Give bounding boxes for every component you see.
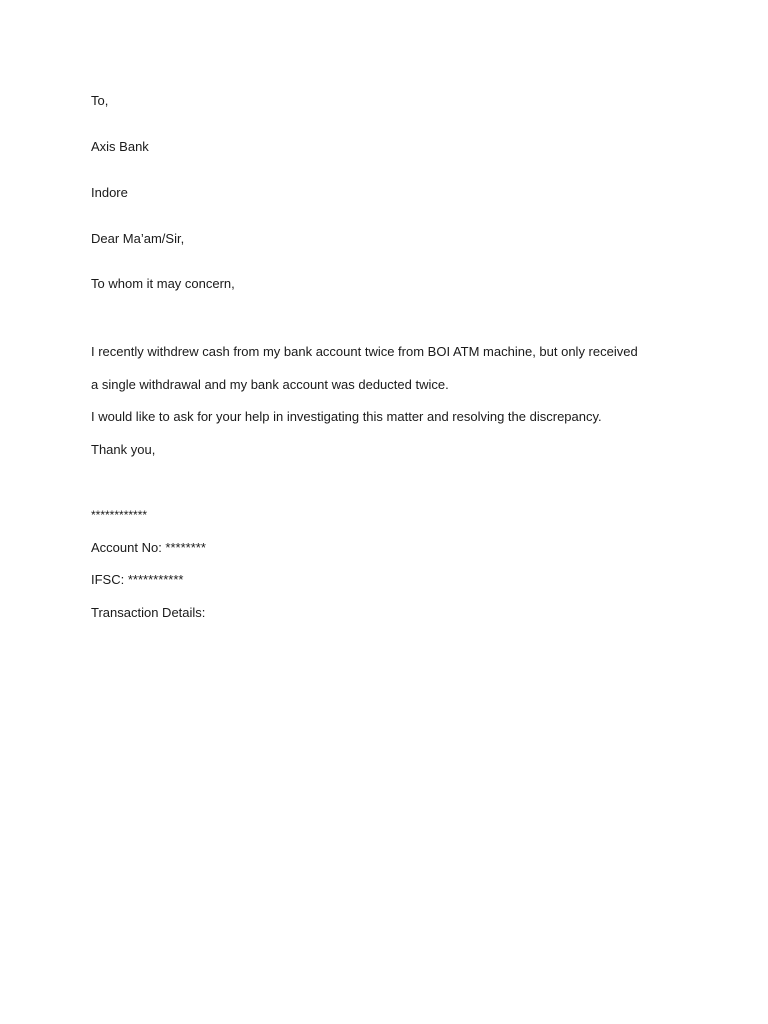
- opening-line: To whom it may concern,: [91, 276, 235, 291]
- salutation-to: To,: [91, 93, 109, 108]
- closing: Thank you,: [91, 442, 156, 457]
- body-line-1: I recently withdrew cash from my bank account twice from BOI ATM machine, but only received: [91, 344, 638, 359]
- account-number: Account No: ********: [91, 540, 206, 555]
- greeting: Dear Ma’am/Sir,: [91, 231, 185, 246]
- recipient-city: Indore: [91, 185, 128, 200]
- recipient-bank: Axis Bank: [91, 139, 149, 154]
- sender-name: ************: [91, 508, 148, 522]
- transaction-details-label: Transaction Details:: [91, 605, 206, 620]
- ifsc-code: IFSC: ***********: [91, 572, 184, 587]
- body-line-3: I would like to ask for your help in investigating this matter and resolving the discrepancy.: [91, 409, 602, 424]
- body-line-2: a single withdrawal and my bank account was deducted twice.: [91, 377, 449, 392]
